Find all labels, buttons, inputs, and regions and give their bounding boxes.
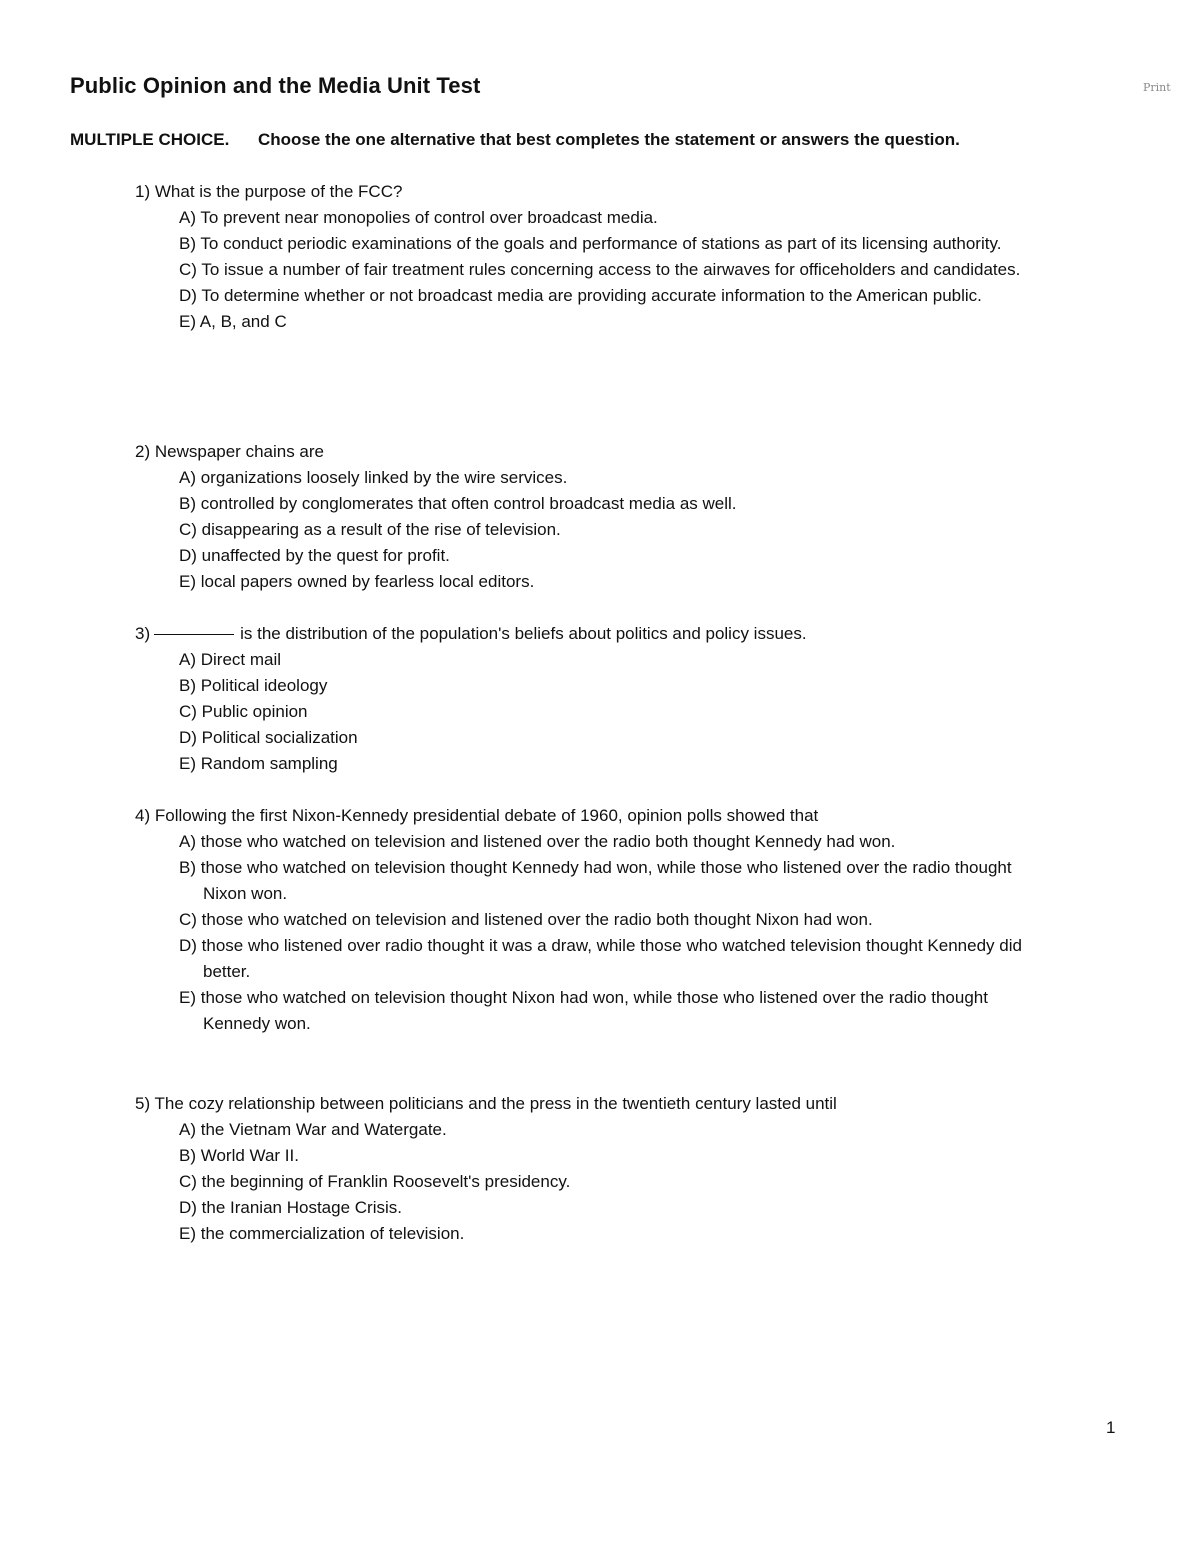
question-2: [135, 439, 1035, 595]
section-instructions: [70, 130, 960, 150]
print-link[interactable]: Print: [1143, 81, 1171, 94]
question-number: 4): [135, 806, 151, 825]
question-stem: [135, 179, 1035, 205]
answer-option-e: E) the commercialization of television.: [179, 1224, 465, 1243]
answer-options: [135, 1117, 1035, 1247]
answer-options: [135, 205, 1035, 335]
answer-option-d: D) unaffected by the quest for profit.: [179, 546, 450, 565]
answer-option-e: E) local papers owned by fearless local editors.: [179, 572, 535, 591]
question-5: [135, 1091, 1035, 1247]
question-stem: [135, 621, 1035, 647]
answer-option-a: A) Direct mail: [179, 650, 282, 669]
section-directions: Choose the one alternative that best completes the statement or answers the question.: [258, 130, 960, 149]
question-stem: [135, 439, 1035, 465]
answer-options: [135, 647, 1035, 777]
fill-in-blank: [154, 634, 234, 635]
answer-option-c: C) Public opinion: [179, 702, 308, 721]
question-stem: [135, 1091, 1035, 1117]
page-number: 1: [1106, 1418, 1116, 1437]
answer-option-e: E) those who watched on television thought Nixon had won, while those who listened over the radio thought Kennedy won.: [179, 988, 988, 1033]
question-stem: [135, 803, 1035, 829]
question-number: 3): [135, 624, 151, 643]
answer-option-e: E) A, B, and C: [179, 312, 287, 331]
answer-option-b: B) To conduct periodic examinations of the goals and performance of stations as part of its licensing authority.: [179, 234, 1002, 253]
answer-option-b: B) Political ideology: [179, 676, 328, 695]
question-text: Newspaper chains are: [154, 442, 325, 461]
question-number: 5): [135, 1094, 151, 1113]
question-3: [135, 621, 1035, 777]
answer-option-a: A) To prevent near monopolies of control over broadcast media.: [179, 208, 658, 227]
answer-options: [135, 465, 1035, 595]
answer-option-d: D) the Iranian Hostage Crisis.: [179, 1198, 402, 1217]
answer-option-d: D) Political socialization: [179, 728, 358, 747]
answer-option-a: A) the Vietnam War and Watergate.: [179, 1120, 447, 1139]
answer-option-a: A) organizations loosely linked by the wire services.: [179, 468, 568, 487]
answer-option-c: C) the beginning of Franklin Roosevelt's presidency.: [179, 1172, 571, 1191]
question-text: What is the purpose of the FCC?: [154, 182, 403, 201]
answer-option-c: C) those who watched on television and listened over the radio both thought Nixon had won.: [179, 910, 873, 929]
answer-option-b: B) World War II.: [179, 1146, 299, 1165]
page-title: Public Opinion and the Media Unit Test: [70, 73, 481, 98]
question-text: is the distribution of the population's beliefs about politics and policy issues.: [240, 624, 807, 643]
answer-option-d: D) those who listened over radio thought it was a draw, while those who watched television thought Kennedy did better.: [179, 936, 1022, 981]
answer-option-a: A) those who watched on television and listened over the radio both thought Kennedy had won.: [179, 832, 896, 851]
section-label: MULTIPLE CHOICE.: [70, 130, 230, 149]
answer-option-c: C) To issue a number of fair treatment rules concerning access to the airwaves for officeholders and candidates.: [179, 260, 1021, 279]
question-1: [135, 179, 1035, 335]
question-number: 2): [135, 442, 151, 461]
question-text: The cozy relationship between politicians and the press in the twentieth century lasted until: [154, 1094, 837, 1113]
answer-options: [135, 829, 1035, 1037]
question-text: Following the first Nixon-Kennedy presidential debate of 1960, opinion polls showed that: [154, 806, 819, 825]
answer-option-d: D) To determine whether or not broadcast media are providing accurate information to the American public.: [179, 286, 982, 305]
answer-option-b: B) controlled by conglomerates that often control broadcast media as well.: [179, 494, 737, 513]
answer-option-b: B) those who watched on television thought Kennedy had won, while those who listened over the radio thought Nixon won.: [179, 858, 1012, 903]
answer-option-e: E) Random sampling: [179, 754, 338, 773]
question-4: [135, 803, 1035, 1037]
question-number: 1): [135, 182, 151, 201]
answer-option-c: C) disappearing as a result of the rise of television.: [179, 520, 561, 539]
